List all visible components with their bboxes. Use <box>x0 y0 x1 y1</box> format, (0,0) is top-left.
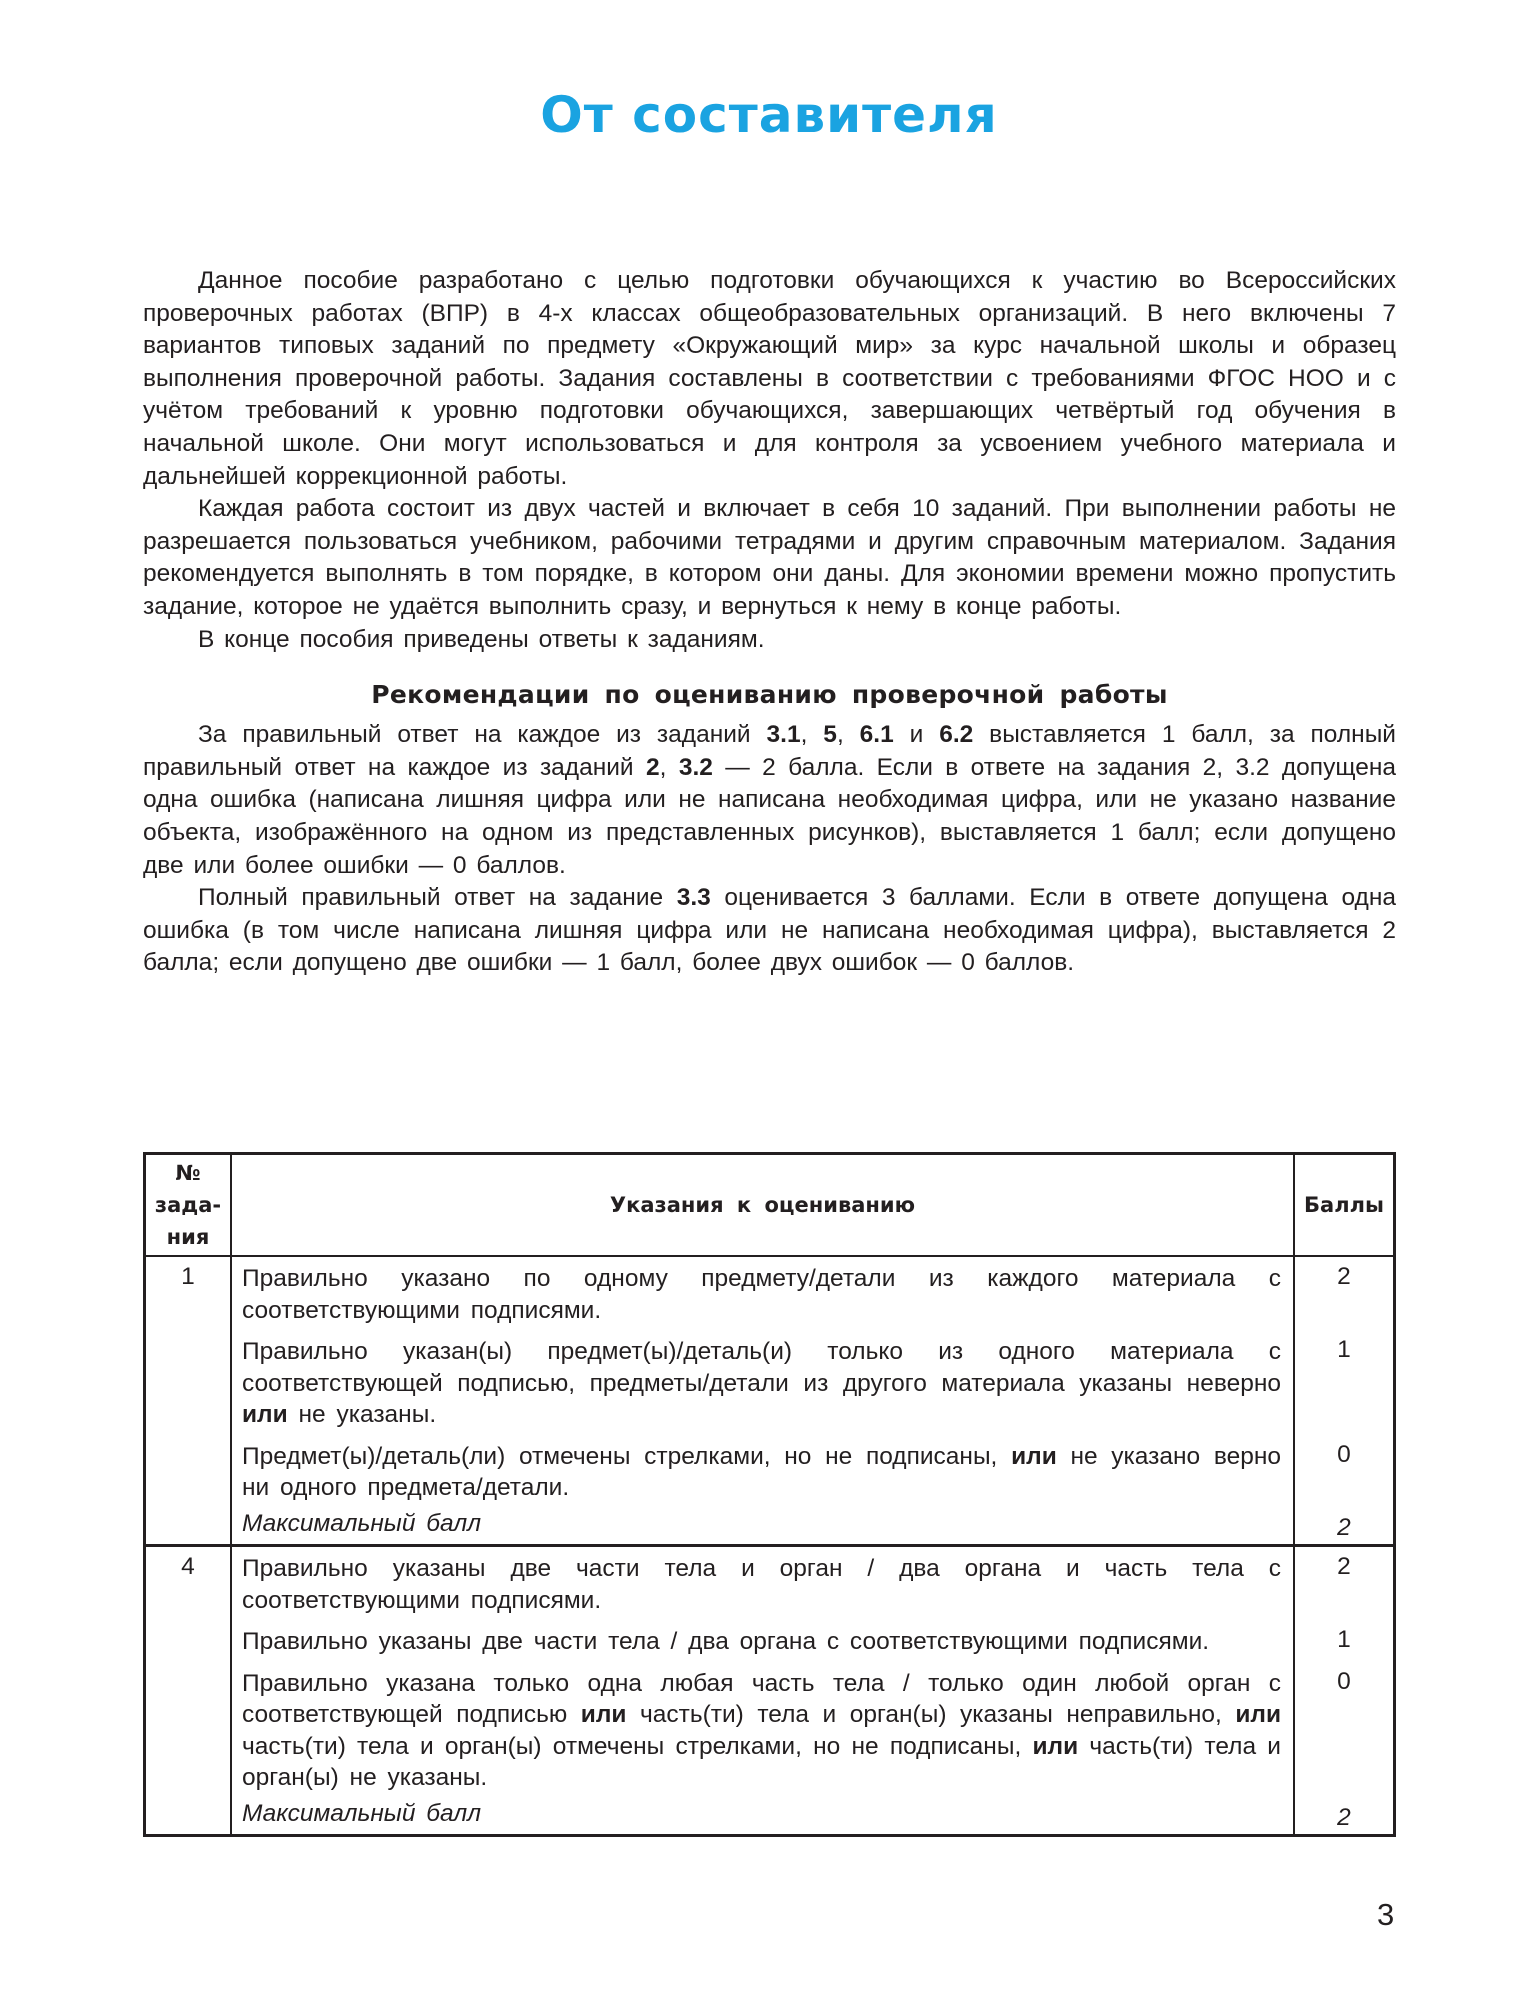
text: часть(ти) тела и орган(ы) отмечены стрелками, но не подписаны, <box>242 1732 1033 1760</box>
emphasis-or: или <box>1011 1442 1057 1470</box>
criteria-cell <box>231 1546 1294 1836</box>
table-row <box>145 1546 1395 1836</box>
criterion-text <box>232 1435 1293 1508</box>
criterion-points: 1 <box>1337 1336 1351 1363</box>
intro-paragraph-1: Данное пособие разработано с целью подготовки обучающихся к участию во Всероссийских проверочных работах (ВПР) в 4-х классах общеобразовательных организаций. В него включены 7 вариантов типовых заданий по предмету «Окружающий мир» за курс начальной школы и образец выполнения проверочной работы. Задания составлены в соответствии с требованиями ФГОС НОО и с учётом требований к уровню подготовки обучающихся, завершающих четвёртый год обучения в начальной школе. Они могут использоваться и для контроля за усвоением учебного материала и дальнейшей коррекционной работы. <box>143 267 1396 490</box>
task-ref: 6.1 <box>859 721 894 749</box>
text: часть(ти) тела и орган(ы) не указаны. <box>242 1732 1281 1791</box>
text: , <box>836 721 860 749</box>
scoring-table <box>143 1152 1396 1837</box>
text: выставляется 1 балл, за полный правильный ответ на каждое из заданий <box>143 721 1396 781</box>
header-num-line: ния <box>166 1225 210 1249</box>
intro-paragraph-2: Каждая работа состоит из двух частей и включает в себя 10 заданий. При выполнении работы не разрешается пользоваться учебником, рабочими тетрадями и другим справочным материалом. Задания рекомендуется выполнять в том порядке, в котором они даны. Для экономии времени можно пропустить задание, которое не удаётся выполнить сразу, и вернуться к нему в конце работы. <box>143 495 1396 620</box>
text: часть(ти) тела и орган(ы) указаны неправильно, <box>626 1701 1236 1728</box>
text: Предмет(ы)/деталь(ли) отмечены стрелками, но не подписаны, <box>242 1442 1012 1470</box>
task-number: 4 <box>145 1546 232 1836</box>
text: За правильный ответ на каждое из заданий <box>198 721 767 749</box>
task-ref: 3.1 <box>766 721 801 749</box>
criterion-text <box>232 1257 1293 1330</box>
criterion-points: 0 <box>1337 1668 1351 1695</box>
page-number: 3 <box>1377 1897 1395 1932</box>
recommendation-paragraph-2 <box>143 882 1396 980</box>
text: и <box>893 721 940 749</box>
criterion-points: 2 <box>1337 1263 1351 1290</box>
text: Правильно указан(ы) предмет(ы)/деталь(и) только из одного материала с соответствующей подписью, предметы/детали из другого материала указаны неверно <box>242 1338 1281 1397</box>
text: не указано верно ни одного предмета/детали. <box>242 1442 1281 1501</box>
emphasis-or: или <box>242 1401 288 1428</box>
task-number: 1 <box>145 1256 232 1546</box>
header-num-line: зада- <box>154 1193 222 1217</box>
page-title: От составителя <box>540 86 998 144</box>
criterion-text <box>232 1547 1293 1620</box>
text: Правильно указаны две части тела / два органа с соответствующими подписями. <box>242 1628 1210 1655</box>
emphasis-or: или <box>1032 1732 1079 1760</box>
emphasis-or: или <box>1235 1701 1281 1728</box>
recommendation-paragraph-1 <box>143 719 1396 882</box>
text: не указаны. <box>287 1401 437 1428</box>
header-task-number <box>145 1154 232 1257</box>
task-ref: 5 <box>823 721 837 749</box>
criterion-points: 0 <box>1337 1441 1351 1468</box>
points-cell <box>1294 1256 1395 1546</box>
header-points: Баллы <box>1294 1154 1395 1257</box>
criteria-cell <box>231 1256 1294 1546</box>
criterion-points: 1 <box>1337 1626 1351 1653</box>
task-ref: 3.2 <box>678 753 713 781</box>
task-ref: 2 <box>646 753 660 781</box>
table-header-row <box>145 1154 1395 1257</box>
task-group <box>145 1546 1395 1836</box>
points-cell <box>1294 1546 1395 1836</box>
task-ref: 6.2 <box>939 721 974 749</box>
header-num-line: № <box>175 1161 201 1185</box>
criterion-text <box>232 1620 1293 1662</box>
header-instructions: Указания к оцениванию <box>231 1154 1294 1257</box>
max-score-value: 2 <box>1337 1804 1351 1831</box>
table-row <box>145 1256 1395 1546</box>
max-score-label: Максимальный балл <box>242 1799 482 1827</box>
criterion-text <box>232 1330 1293 1435</box>
section-heading: Рекомендации по оцениванию проверочной работы <box>371 680 1168 710</box>
text: Правильно указана только одна любая часть тела / только один любой орган с соответствующей подписью <box>242 1669 1281 1728</box>
criterion-text <box>232 1662 1293 1798</box>
text: — 2 балла. Если в ответе на задания 2, 3.2 допущена одна ошибка (написана лишняя цифра или не написана необходимая цифра, или не указано название объекта, изображённого на одном из представленных рисунков), выставляется 1 балл; если допущено две или более ошибки — 0 баллов. <box>143 753 1396 879</box>
intro-paragraph-3: В конце пособия приведены ответы к заданиям. <box>198 625 765 653</box>
document-body <box>143 265 1396 980</box>
text: , <box>659 753 679 781</box>
max-score-value: 2 <box>1337 1514 1351 1541</box>
task-group <box>145 1256 1395 1546</box>
task-ref: 3.3 <box>676 884 711 912</box>
text: Полный правильный ответ на задание <box>198 884 677 912</box>
emphasis-or: или <box>580 1701 627 1728</box>
criterion-points: 2 <box>1337 1553 1351 1580</box>
text: , <box>800 721 824 749</box>
text: оценивается 3 баллами. Если в ответе допущена одна ошибка (в том числе написана лишняя цифра или не написана необходимая цифра), выставляется 2 балла; если допущено две ошибки — 1 балл, более двух ошибок — 0 баллов. <box>143 884 1396 977</box>
text: Правильно указано по одному предмету/детали из каждого материала с соответствующими подписями. <box>242 1265 1281 1324</box>
max-score-label: Максимальный балл <box>242 1509 482 1537</box>
text: Правильно указаны две части тела и орган / два органа и часть тела с соответствующими подписями. <box>242 1555 1281 1614</box>
